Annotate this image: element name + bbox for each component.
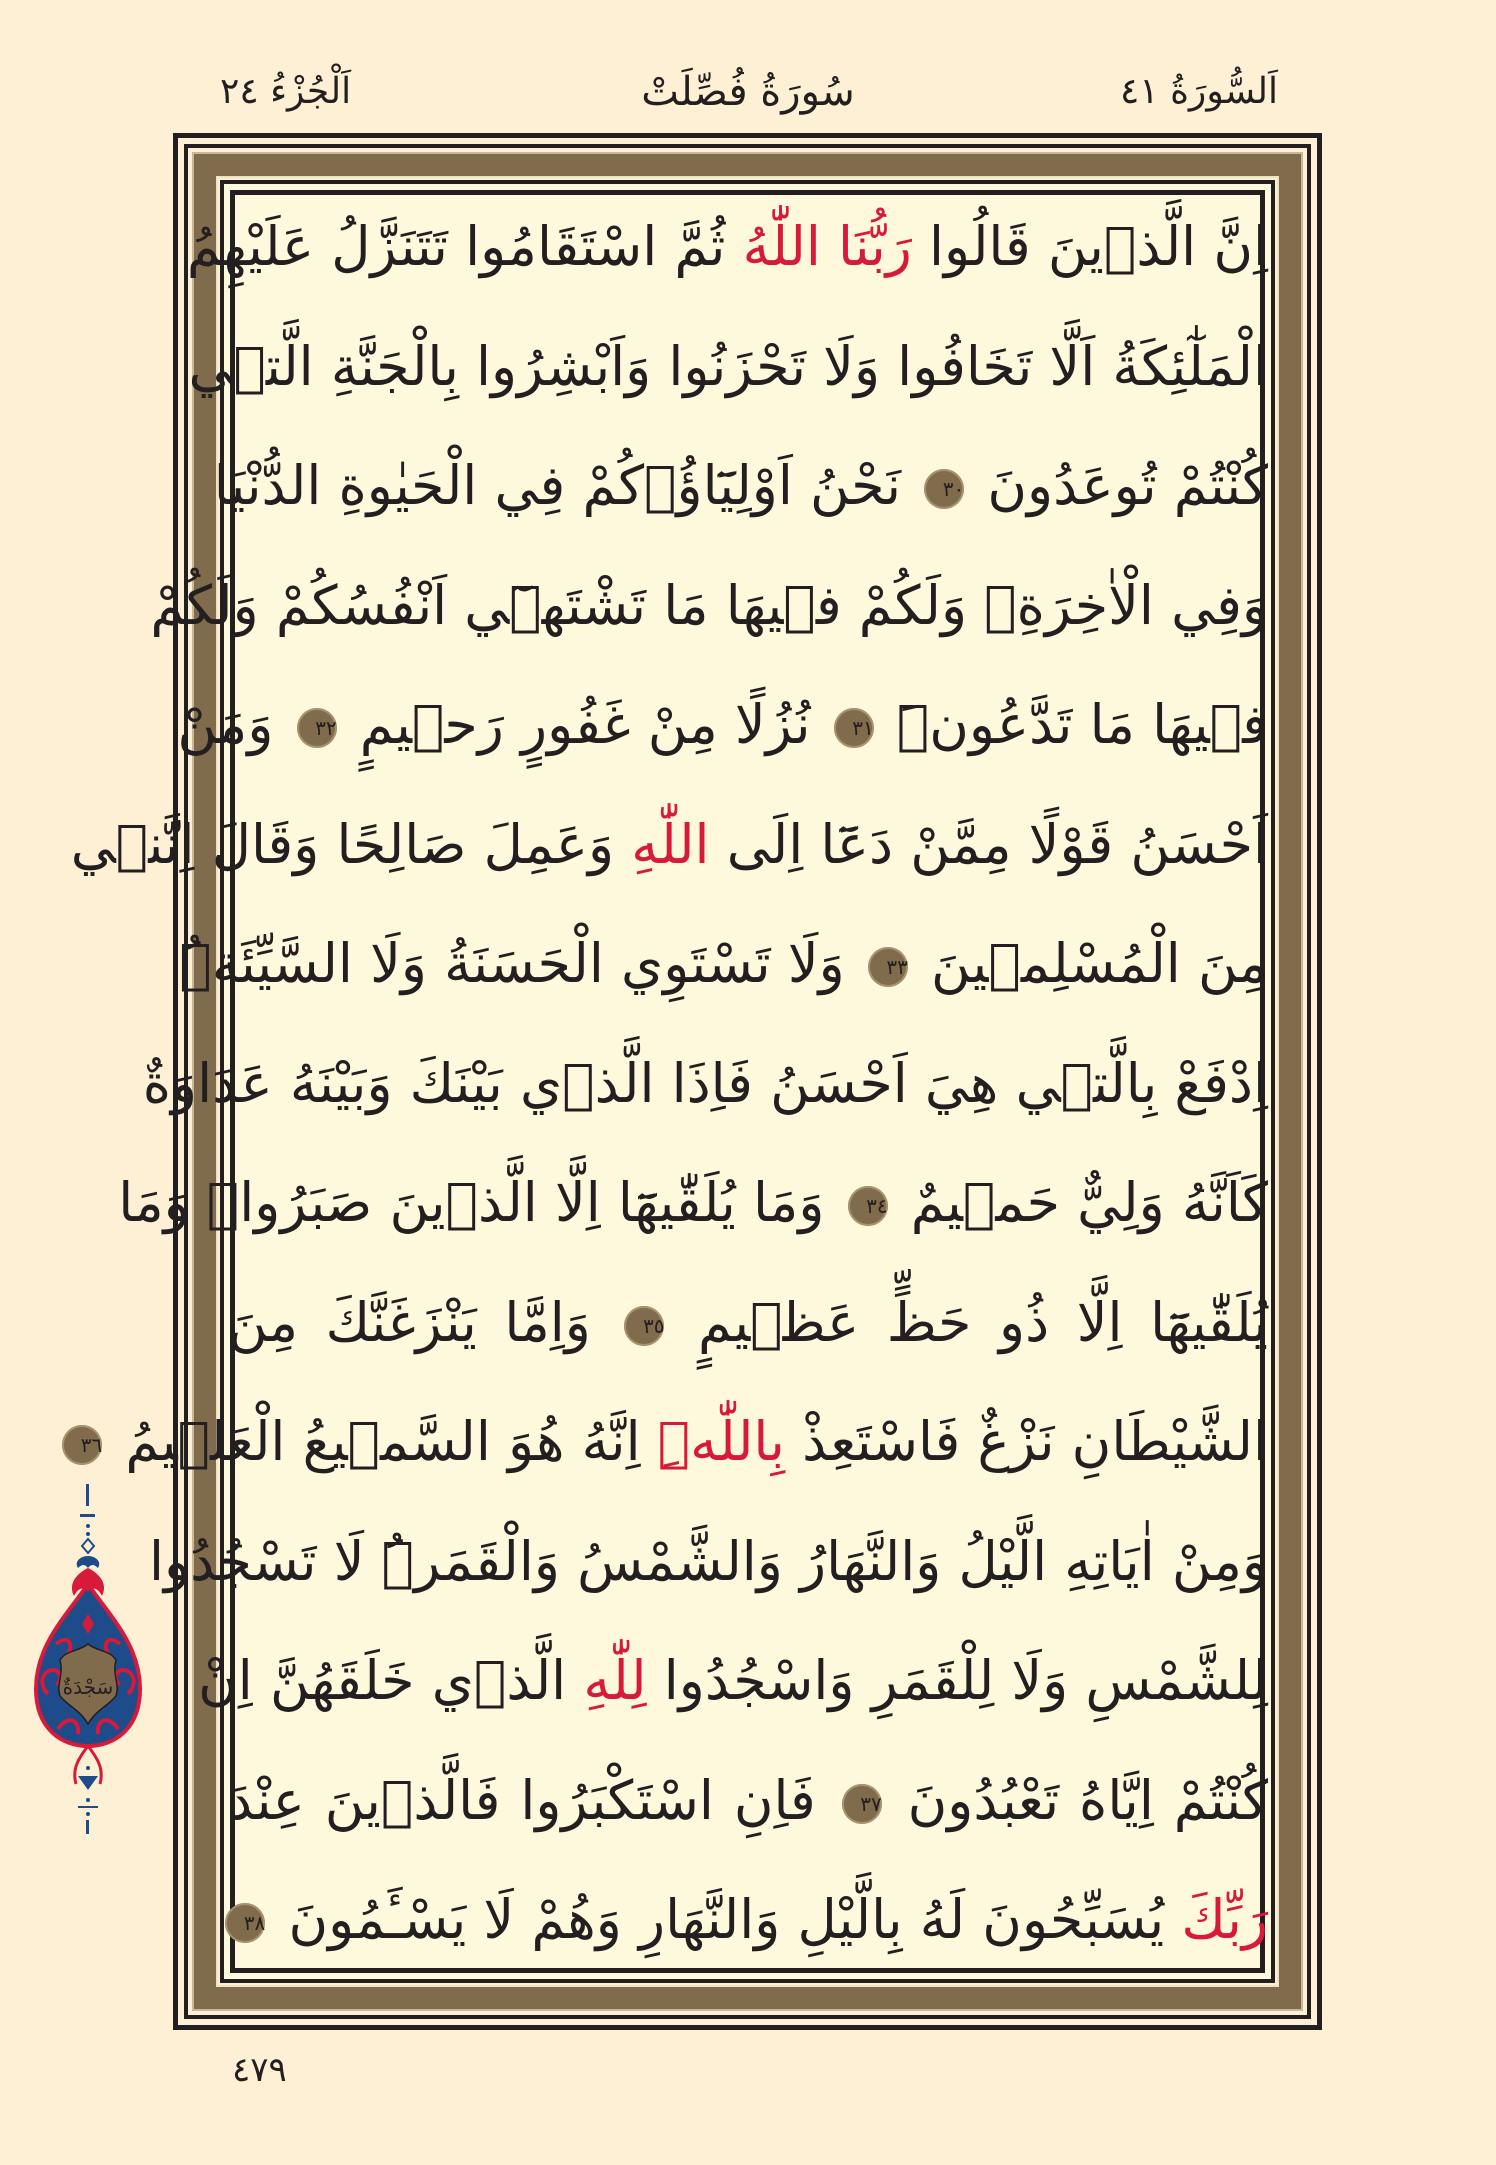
verse-text: كَاَنَّهُ وَلِيٌّ حَم۪يمٌ [893,1171,1268,1234]
sajdah-ornament [28,1484,148,1834]
verse-text: اِنَّ الَّذ۪ينَ قَالُوا [911,215,1268,278]
page-number: ٤٧٩ [232,2050,287,2090]
verse-text: وَفِي الْاٰخِرَةِۚ وَلَكُمْ ف۪يهَا مَا تَشْتَه۪ٓي اَنْفُسُكُمْ وَلَكُمْ [150,573,1268,637]
verse-line [177,670,1268,780]
verse-text: اَحْسَنُ قَوْلًا مِمَّنْ دَعَٓا اِلَى [709,812,1268,876]
ayah-number-marker: ٣٤ [848,1186,888,1226]
verse-text: الْمَلٰٓئِكَةُ اَلَّا تَخَافُوا وَلَا تَحْزَنُوا وَاَبْشِرُوا بِالْجَنَّةِ الَّت۪ي [188,334,1268,398]
verse-text: الشَّيْطَانِ نَزْغٌ فَاسْتَعِذْ [784,1410,1268,1473]
sajdah-rosette-icon [28,1484,148,1834]
verse-line [142,1029,1268,1139]
verse-text: يُلَقّٰيهَٓا اِلَّا ذُو حَظٍّ عَظ۪يمٍ [670,1290,1268,1354]
juz-label: اَلْجُزْءُ ٢٤ [220,71,352,112]
verse-text: اِدْفَعْ بِالَّت۪ي هِيَ اَحْسَنُ فَاِذَا الَّذ۪ي بَيْنَكَ وَبَيْنَهُ عَدَاوَةٌ [142,1051,1268,1115]
surah-number-label: اَلسُّورَةُ ٤١ [1119,71,1278,112]
verse-line [188,312,1268,422]
ayah-number-marker: ٣٥ [624,1306,664,1346]
verse-line [198,1626,1268,1736]
verse-line [228,1746,1268,1856]
sajdah-label: سَجْدَةٌ [62,1675,114,1699]
verse-text: كُنْتُمْ تُوعَدُونَ [970,454,1268,517]
verse-text: نَحْنُ اَوْلِيَٓاؤُ۬كُمْ فِي الْحَيٰوةِ الدُّنْيَا [213,454,919,517]
verse-line [228,1268,1268,1378]
verse-text: نُزُلًا مِنْ غَفُورٍ رَح۪يمٍ [342,693,828,756]
surah-name-title: سُورَةُ فُصِّلَتْ [641,69,855,115]
divine-name-text: رَبُّنَا اللّٰهُ [742,215,912,278]
verse-line [179,909,1268,1019]
ayah-number-marker: ٣٢ [297,708,337,748]
verse-text: وَمَنْ [177,693,291,756]
verse-line [186,192,1268,302]
verse-text: فَاِنِ اسْتَكْبَرُوا فَالَّذ۪ينَ عِنْدَ [228,1768,836,1832]
verse-line [228,1865,1268,1975]
verse-line [70,790,1268,900]
page-header [0,62,1496,122]
verse-line [118,1148,1268,1258]
verse-text: وَمَا يُلَقّٰيهَٓا اِلَّا الَّذ۪ينَ صَبَرُواۚ وَمَا [118,1171,842,1234]
divine-name-text: لِلّٰهِ [583,1649,647,1712]
verse-line [150,551,1268,661]
ayah-number-marker: ٣٦ [62,1425,102,1465]
divine-name-text: رَبِّكَ [1181,1888,1268,1951]
verse-text: وَلَا تَسْتَوِي الْحَسَنَةُ وَلَا السَّيِّئَةُۜ [179,932,862,995]
verse-text: ثُمَّ اسْتَقَامُوا تَتَنَزَّلُ عَلَيْهِمُ [186,215,743,278]
ayah-number-marker: ٣٣ [868,947,908,987]
ayah-number-marker: ٣١ [834,708,874,748]
verse-line [213,431,1268,541]
verse-text: اِنَّهُ هُوَ السَّم۪يعُ الْعَل۪يمُ [108,1410,658,1473]
verse-text: الَّذ۪ي خَلَقَهُنَّ اِنْ [198,1649,584,1712]
verse-text: لِلشَّمْسِ وَلَا لِلْقَمَرِ وَاسْجُدُوا [646,1649,1268,1712]
verse-text: مِنَ الْمُسْلِم۪ينَ [913,932,1268,995]
verse-text: وَمِنْ اٰيَاتِهِ الَّيْلُ وَالنَّهَارُ وَالشَّمْسُ وَالْقَمَرُۜ لَا تَسْجُدُوا [149,1529,1268,1593]
verse-text: كُنْتُمْ اِيَّاهُ تَعْبُدُونَ [887,1768,1268,1832]
verse-text: ف۪يهَا مَا تَدَّعُونَۜ [879,693,1268,756]
verse-text: وَاِمَّا يَنْزَغَنَّكَ مِنَ [228,1290,619,1354]
divine-name-text: بِاللّٰهِۜ [657,1410,785,1473]
ayah-number-marker: ٣٧ [842,1784,882,1824]
verse-line [149,1507,1268,1617]
ayah-number-marker: ٣٨ [225,1903,265,1943]
divine-name-text: اللّٰهِ [631,812,710,876]
verse-line [80,1387,1268,1497]
verse-text: وَعَمِلَ صَالِحًا وَقَالَ اِنَّن۪ي [70,812,632,876]
verse-text: يُسَبِّحُونَ لَهُ بِالَّيْلِ وَالنَّهَارِ وَهُمْ لَا يَسْـَٔمُونَ [271,1888,1182,1951]
ayah-number-marker: ٣٠ [924,469,964,509]
